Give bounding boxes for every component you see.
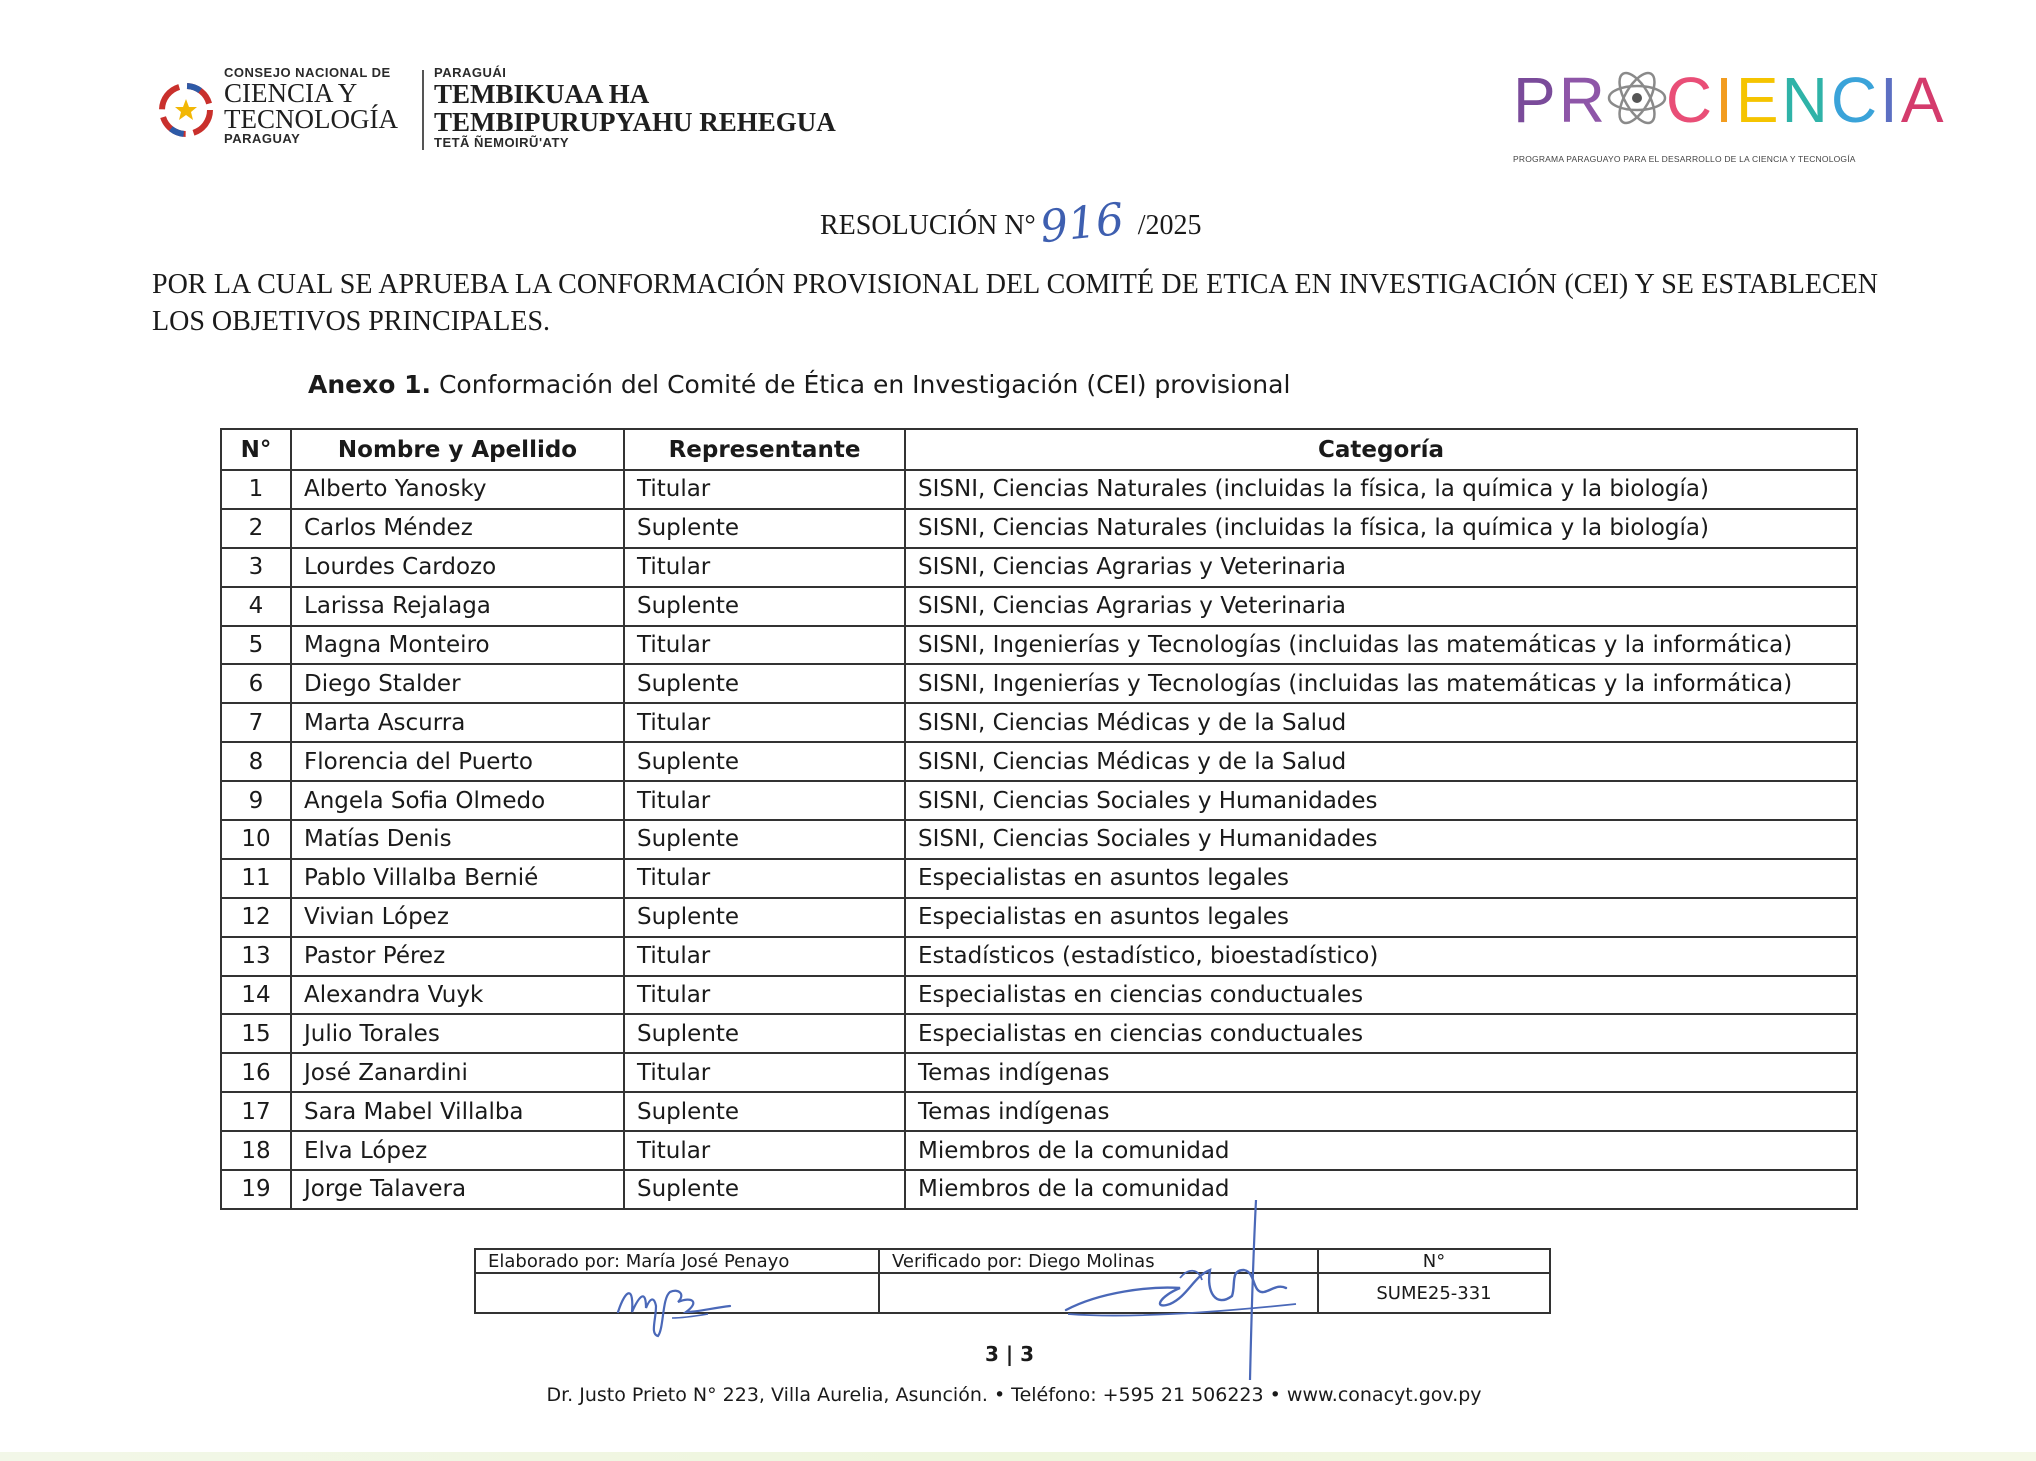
- table-row: [221, 1053, 1857, 1092]
- prociencia-tagline: PROGRAMA PARAGUAYO PARA EL DESARROLLO DE LA CIENCIA Y TECNOLOGÍA: [1513, 154, 1856, 164]
- table-row: [221, 509, 1857, 548]
- cell-category: Estadísticos (estadístico, bioestadístico): [905, 937, 1857, 976]
- cell-number: 15: [221, 1014, 291, 1053]
- logo-divider: [422, 70, 424, 150]
- cell-number: 7: [221, 703, 291, 742]
- annex-title: Conformación del Comité de Ética en Investigación (CEI) provisional: [438, 370, 1291, 399]
- cell-category: Temas indígenas: [905, 1092, 1857, 1131]
- resolution-subject: POR LA CUAL SE APRUEBA LA CONFORMACIÓN PROVISIONAL DEL COMITÉ DE ETICA EN INVESTIGACIÓN (CEI) Y SE ESTABLECEN LOS OBJETIVOS PRINCIPALES.: [152, 269, 1878, 337]
- table-row: [221, 470, 1857, 509]
- cell-name: Alexandra Vuyk: [291, 976, 624, 1015]
- cell-number: 6: [221, 664, 291, 703]
- conacyt-line2: CIENCIA Y: [224, 78, 358, 108]
- table-row: [221, 703, 1857, 742]
- cell-name: José Zanardini: [291, 1053, 624, 1092]
- cell-category: Miembros de la comunidad: [905, 1170, 1857, 1209]
- cell-role: Suplente: [624, 587, 905, 626]
- cell-number: 14: [221, 976, 291, 1015]
- conacyt-line4: PARAGUAY: [224, 131, 301, 146]
- cell-category: SISNI, Ciencias Médicas y de la Salud: [905, 742, 1857, 781]
- cell-role: Titular: [624, 470, 905, 509]
- cell-role: Suplente: [624, 898, 905, 937]
- resolution-suffix: /2025: [1137, 210, 1202, 241]
- annex-label: Anexo 1.: [308, 370, 431, 399]
- column-header-number: N°: [221, 429, 291, 470]
- cell-name: Jorge Talavera: [291, 1170, 624, 1209]
- members-table: [220, 428, 1858, 1210]
- cell-name: Pastor Pérez: [291, 937, 624, 976]
- cell-category: Temas indígenas: [905, 1053, 1857, 1092]
- doc-number-value: SUME25-331: [1318, 1273, 1550, 1313]
- cell-role: Suplente: [624, 742, 905, 781]
- cell-number: 11: [221, 859, 291, 898]
- column-header-name: Nombre y Apellido: [291, 429, 624, 470]
- cell-name: Pablo Villalba Bernié: [291, 859, 624, 898]
- cell-number: 4: [221, 587, 291, 626]
- cell-role: Suplente: [624, 1170, 905, 1209]
- table-body: [221, 470, 1857, 1209]
- conacyt-logo: [156, 66, 846, 154]
- cell-category: Especialistas en asuntos legales: [905, 898, 1857, 937]
- cell-number: 19: [221, 1170, 291, 1209]
- page-number: 3 | 3: [985, 1342, 1035, 1366]
- cell-number: 2: [221, 509, 291, 548]
- cell-name: Carlos Méndez: [291, 509, 624, 548]
- cell-name: Sara Mabel Villalba: [291, 1092, 624, 1131]
- table-row: [221, 859, 1857, 898]
- cell-role: Suplente: [624, 1092, 905, 1131]
- cell-category: SISNI, Ingenierías y Tecnologías (incluidas las matemáticas y la informática): [905, 626, 1857, 665]
- conacyt-line1: CONSEJO NACIONAL DE: [224, 65, 391, 80]
- cell-name: Florencia del Puerto: [291, 742, 624, 781]
- cell-role: Titular: [624, 548, 905, 587]
- table-row: [221, 781, 1857, 820]
- cell-category: SISNI, Ciencias Sociales y Humanidades: [905, 781, 1857, 820]
- doc-number-label: N°: [1318, 1249, 1550, 1273]
- cell-category: SISNI, Ciencias Agrarias y Veterinaria: [905, 548, 1857, 587]
- signature-maria-icon: [612, 1268, 742, 1340]
- cell-role: Titular: [624, 937, 905, 976]
- cell-role: Suplente: [624, 1014, 905, 1053]
- cell-name: Marta Ascurra: [291, 703, 624, 742]
- cell-name: Vivian López: [291, 898, 624, 937]
- cell-role: Titular: [624, 976, 905, 1015]
- column-header-role: Representante: [624, 429, 905, 470]
- cell-number: 8: [221, 742, 291, 781]
- table-row: [221, 1131, 1857, 1170]
- cell-name: Angela Sofia Olmedo: [291, 781, 624, 820]
- table-row: [221, 1014, 1857, 1053]
- tembikuaa-line4: TETÃ ÑEMOIRŨ'ATY: [434, 135, 570, 150]
- table-row: [221, 742, 1857, 781]
- cell-number: 1: [221, 470, 291, 509]
- prociencia-logo: [1505, 56, 1947, 168]
- cell-name: Larissa Rejalaga: [291, 587, 624, 626]
- cell-name: Magna Monteiro: [291, 626, 624, 665]
- table-row: [221, 898, 1857, 937]
- table-row: [221, 587, 1857, 626]
- table-row: [221, 548, 1857, 587]
- cell-category: Especialistas en ciencias conductuales: [905, 1014, 1857, 1053]
- table-row: [221, 937, 1857, 976]
- cell-category: SISNI, Ciencias Naturales (incluidas la física, la química y la biología): [905, 470, 1857, 509]
- cell-role: Titular: [624, 626, 905, 665]
- cell-number: 10: [221, 820, 291, 859]
- cell-category: Especialistas en ciencias conductuales: [905, 976, 1857, 1015]
- signature-diego-icon: [1060, 1200, 1300, 1380]
- cell-role: Titular: [624, 703, 905, 742]
- cell-role: Suplente: [624, 664, 905, 703]
- table-row: [221, 1092, 1857, 1131]
- cell-role: Titular: [624, 859, 905, 898]
- cell-category: SISNI, Ciencias Agrarias y Veterinaria: [905, 587, 1857, 626]
- cell-number: 13: [221, 937, 291, 976]
- cell-name: Matías Denis: [291, 820, 624, 859]
- bottom-strip: [0, 1452, 2036, 1461]
- atom-icon: [1608, 68, 1666, 128]
- table-header-row: [221, 429, 1857, 470]
- cell-number: 12: [221, 898, 291, 937]
- cell-category: Miembros de la comunidad: [905, 1131, 1857, 1170]
- cell-number: 3: [221, 548, 291, 587]
- cell-number: 17: [221, 1092, 291, 1131]
- table-row: [221, 664, 1857, 703]
- cell-category: SISNI, Ciencias Médicas y de la Salud: [905, 703, 1857, 742]
- cell-role: Titular: [624, 1053, 905, 1092]
- cell-number: 16: [221, 1053, 291, 1092]
- cell-name: Diego Stalder: [291, 664, 624, 703]
- cell-role: Suplente: [624, 820, 905, 859]
- verified-by: Verificado por: Diego Molinas: [879, 1249, 1318, 1273]
- tembikuaa-line1: PARAGUÁI: [434, 65, 507, 80]
- conacyt-wordmark: [224, 66, 424, 146]
- column-header-category: Categoría: [905, 429, 1857, 470]
- cell-role: Titular: [624, 1131, 905, 1170]
- resolution-number: 916: [1037, 193, 1127, 254]
- footer-address: Dr. Justo Prieto N° 223, Villa Aurelia, Asunción. • Teléfono: +595 21 506223 • www.conacyt.gov.py: [546, 1384, 1482, 1406]
- annex-heading: [308, 370, 1290, 399]
- table-row: [221, 976, 1857, 1015]
- cell-name: Elva López: [291, 1131, 624, 1170]
- tembikuaa-line3: TEMBIPURUPYAHU REHEGUA: [434, 107, 836, 137]
- cell-name: Julio Torales: [291, 1014, 624, 1053]
- cell-category: SISNI, Ciencias Sociales y Humanidades: [905, 820, 1857, 859]
- table-row: [221, 1170, 1857, 1209]
- cell-role: Suplente: [624, 509, 905, 548]
- tembikuaa-wordmark: [434, 66, 854, 150]
- cell-category: SISNI, Ingenierías y Tecnologías (incluidas las matemáticas y la informática): [905, 664, 1857, 703]
- cell-number: 9: [221, 781, 291, 820]
- cell-number: 18: [221, 1131, 291, 1170]
- table-row: [221, 626, 1857, 665]
- cell-name: Alberto Yanosky: [291, 470, 624, 509]
- cell-number: 5: [221, 626, 291, 665]
- cell-category: SISNI, Ciencias Naturales (incluidas la física, la química y la biología): [905, 509, 1857, 548]
- conacyt-line3: TECNOLOGÍA: [224, 104, 398, 134]
- resolution-prefix: RESOLUCIÓN N°: [820, 210, 1036, 241]
- tembikuaa-line2: TEMBIKUAA HA: [434, 79, 650, 109]
- prociencia-wordmark: PR CIENCIA: [1513, 64, 1947, 136]
- cell-role: Titular: [624, 781, 905, 820]
- cell-category: Especialistas en asuntos legales: [905, 859, 1857, 898]
- conacyt-emblem-icon: [156, 80, 216, 140]
- table-row: [221, 820, 1857, 859]
- cell-name: Lourdes Cardozo: [291, 548, 624, 587]
- resolution-title: [820, 193, 1202, 254]
- prepared-by: Elaborado por: María José Penayo: [475, 1249, 879, 1273]
